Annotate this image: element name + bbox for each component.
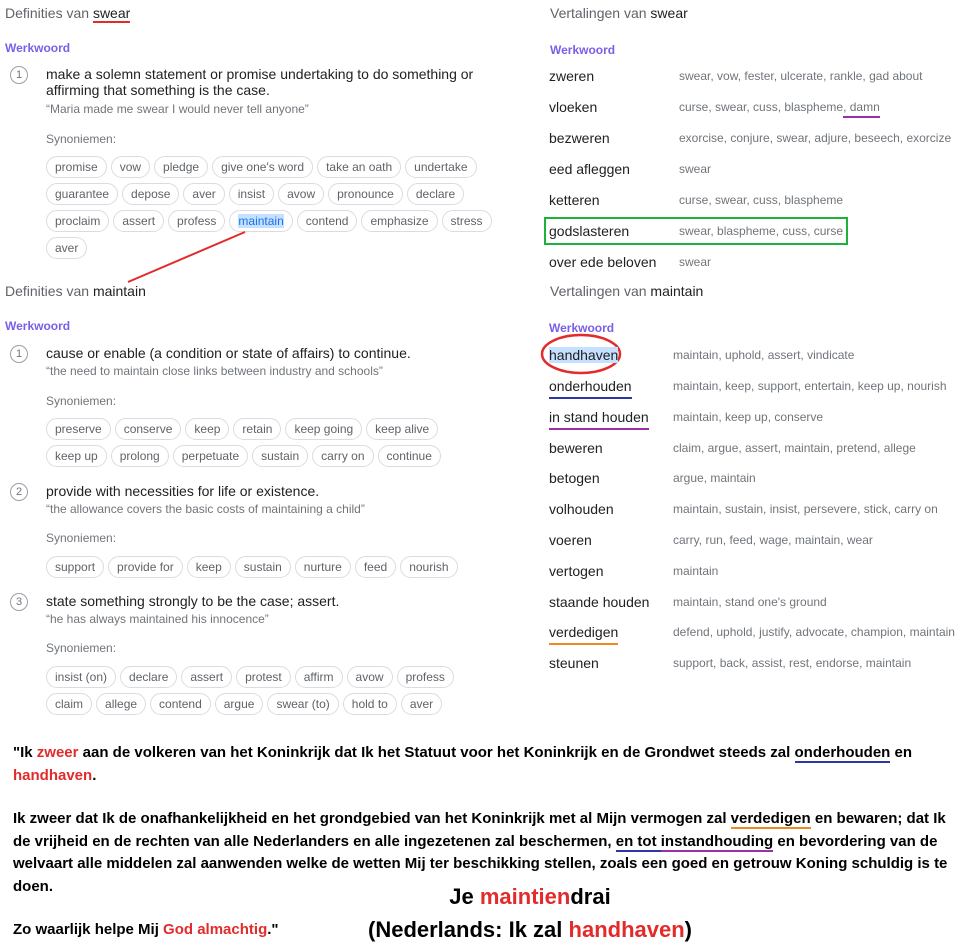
synonym-chip[interactable]: assert [181, 666, 232, 688]
translation-synonyms: defend, uphold, justify, advocate, champion, maintain [673, 625, 955, 639]
synonym-chip[interactable]: keep up [46, 445, 107, 467]
translation-word-handhaven-highlighted[interactable]: handhaven [549, 347, 619, 363]
definition-text: state something strongly to be the case; assert. [46, 593, 340, 609]
oath-text: ." [267, 921, 279, 938]
title-prefix: Definities van [5, 283, 90, 299]
part-of-speech-label: Werkwoord [5, 319, 71, 333]
translation-synonyms: curse, swear, cuss, blaspheme [679, 193, 844, 207]
definition-number: 3 [10, 593, 28, 611]
oath-text: en [890, 744, 913, 761]
synonym-chip[interactable]: emphasize [361, 210, 437, 232]
oath-text: aan de volkeren van het Koninkrijk dat Ik het Statuut voor het Koninkrijk en de Grondwet steeds zal [78, 744, 795, 761]
translation-word-verdedigen[interactable]: verdedigen [549, 624, 618, 645]
motto-text: drai [570, 884, 611, 909]
definition-number: 1 [10, 345, 28, 363]
synonym-chip[interactable]: feed [355, 556, 396, 578]
synonym-chip[interactable]: continue [378, 445, 441, 467]
translation-word[interactable]: betogen [549, 470, 600, 486]
oath-text: Ik zweer dat Ik de onafhankelijkheid en het grondgebied van het Koninkrijk met al Mijn vermogen zal [13, 810, 731, 827]
synonym-chips-maintain-3 [46, 666, 496, 715]
synonym-chip[interactable]: guarantee [46, 183, 118, 205]
synonym-chip[interactable]: keep alive [366, 418, 438, 440]
oath-highlight-zweer: zweer [36, 744, 79, 761]
synonym-chip[interactable]: insist (on) [46, 666, 116, 688]
translation-word[interactable]: steunen [549, 655, 599, 671]
synonym-chip[interactable]: allege [96, 693, 146, 715]
synonym-chip[interactable]: support [46, 556, 104, 578]
synonym-chip[interactable]: promise [46, 156, 107, 178]
translation-word[interactable]: ketteren [549, 192, 600, 208]
synonym-chip[interactable]: keep [185, 418, 229, 440]
synonym-chip[interactable]: depose [122, 183, 179, 205]
motto-line-1 [330, 884, 730, 910]
oath-underline-en-tot: en tot [615, 832, 661, 850]
title-prefix: Vertalingen van [550, 5, 647, 21]
definition-text: make a solemn statement or promise undertaking to do something or affirming that something is the case. [46, 66, 474, 98]
synonym-chip[interactable]: take an oath [317, 156, 401, 178]
translation-word[interactable]: staande houden [549, 594, 650, 610]
translation-word-in-stand-houden[interactable]: in stand houden [549, 409, 649, 430]
synonym-chip[interactable]: declare [120, 666, 177, 688]
synonym-chip[interactable]: conserve [115, 418, 182, 440]
synonym-chip[interactable]: hold to [343, 693, 397, 715]
oath-highlight-god-almachtig: God almachtig [163, 921, 268, 938]
synonym-chip[interactable]: provide for [108, 556, 183, 578]
translations-maintain-title [550, 283, 703, 299]
synonym-chip[interactable]: sustain [252, 445, 308, 467]
motto-text: (Nederlands: Ik zal [368, 917, 569, 942]
translation-word[interactable]: eed afleggen [549, 161, 630, 177]
oath-text: Zo waarlijk helpe Mij [13, 921, 164, 938]
oath-text: . [92, 766, 97, 784]
synonym-chip[interactable]: keep [187, 556, 231, 578]
synonym-chip[interactable]: avow [278, 183, 324, 205]
oath-paragraph-1 [13, 742, 953, 787]
synonym-chip[interactable]: aver [183, 183, 224, 205]
translation-word[interactable]: over ede beloven [549, 254, 657, 270]
motto-highlight-handhaven: handhaven [568, 917, 685, 942]
synonym-chips-maintain-2 [46, 556, 496, 578]
motto-line-2 [310, 917, 750, 943]
title-prefix: Vertalingen van [550, 283, 647, 299]
motto-text: ) [684, 917, 692, 942]
title-word: maintain [92, 283, 146, 299]
synonym-chip[interactable]: contend [297, 210, 358, 232]
translation-word[interactable]: bezweren [549, 130, 610, 146]
title-word: swear [92, 5, 131, 21]
translation-synonyms: carry, run, feed, wage, maintain, wear [673, 533, 873, 547]
oath-underline-instandhouding: instandhouding [660, 832, 774, 850]
synonym-chip[interactable]: aver [401, 693, 442, 715]
title-word: swear [650, 5, 688, 21]
oath-text: "Ik [13, 744, 37, 761]
synonym-chip[interactable]: assert [113, 210, 164, 232]
synonym-chip[interactable]: retain [233, 418, 281, 440]
synonym-chip[interactable]: aver [46, 237, 87, 259]
translation-word-godslasteren[interactable]: godslasteren [549, 223, 630, 239]
synonym-chip[interactable]: sustain [235, 556, 291, 578]
part-of-speech-label: Werkwoord [549, 321, 615, 335]
translation-word[interactable]: volhouden [549, 501, 614, 517]
oath-text: en bevordering van de welvaart alle middelen zal aanwenden welke de wetten Mij ter beschikking stellen, zoals een goed en getrouw Koning schuldig is te doen. [13, 832, 948, 895]
synonym-chip[interactable]: declare [407, 183, 464, 205]
synonym-chip[interactable]: perpetuate [173, 445, 248, 467]
translation-synonyms: maintain, uphold, assert, vindicate [673, 348, 855, 362]
synonym-chip[interactable]: keep going [285, 418, 362, 440]
synonyms-label: Synoniemen: [46, 394, 117, 408]
translation-synonyms: maintain, keep, support, entertain, keep up, nourish [673, 379, 947, 393]
part-of-speech-label: Werkwoord [5, 41, 71, 55]
synonym-chip[interactable]: carry on [312, 445, 373, 467]
translation-synonyms: maintain, stand one's ground [673, 595, 827, 609]
synonyms-label: Synoniemen: [46, 132, 117, 146]
definition-example: “he has always maintained his innocence” [46, 612, 269, 626]
synonym-chip[interactable]: avow [347, 666, 393, 688]
synonym-chip[interactable]: profess [397, 666, 454, 688]
translation-synonyms: swear [679, 255, 712, 269]
translation-synonyms: swear [679, 162, 712, 176]
synonym-chip[interactable]: protest [236, 666, 291, 688]
translation-synonyms: swear, vow, fester, ulcerate, rankle, gad about [679, 69, 923, 83]
title-prefix: Definities van [5, 5, 90, 21]
translation-synonyms: exorcise, conjure, swear, adjure, beseech, exorcize [679, 131, 952, 145]
title-word: maintain [650, 283, 704, 299]
translation-synonyms: swear, blaspheme, cuss, curse [679, 224, 844, 238]
part-of-speech-label: Werkwoord [550, 43, 616, 57]
synonym-chip[interactable]: vow [111, 156, 150, 178]
oath-underline-verdedigen: verdedigen [730, 810, 811, 827]
definition-text: cause or enable (a condition or state of affairs) to continue. [46, 345, 411, 361]
definition-example: “Maria made me swear I would never tell anyone” [46, 102, 309, 116]
motto-highlight-maintien: maintien [479, 884, 571, 909]
synonym-chip[interactable]: undertake [405, 156, 476, 178]
definition-number: 1 [10, 66, 28, 84]
synonym-chip[interactable]: profess [168, 210, 225, 232]
synonym-chip[interactable]: nourish [400, 556, 457, 578]
translation-synonyms: argue, maintain [673, 471, 756, 485]
synonyms-label: Synoniemen: [46, 641, 117, 655]
synonym-chip[interactable]: prolong [111, 445, 169, 467]
synonym-chip[interactable]: pledge [154, 156, 208, 178]
translation-word[interactable]: voeren [549, 532, 592, 548]
synonym-chip[interactable]: pronounce [328, 183, 403, 205]
translation-word-onderhouden[interactable]: onderhouden [549, 378, 632, 399]
synonym-chip[interactable]: claim [46, 693, 92, 715]
definition-example: “the allowance covers the basic costs of maintaining a child” [46, 502, 365, 516]
oath-highlight-handhaven: handhaven [13, 766, 93, 784]
translation-word[interactable]: zweren [549, 68, 595, 84]
synonyms-label: Synoniemen: [46, 531, 117, 545]
synonym-chip[interactable]: give one's word [212, 156, 313, 178]
synonym-chip[interactable]: affirm [295, 666, 343, 688]
synonym-chip[interactable]: nurture [295, 556, 351, 578]
translations-swear-title [550, 5, 688, 21]
definition-number: 2 [10, 483, 28, 501]
synonym-chip[interactable]: stress [442, 210, 492, 232]
translation-synonyms: maintain [673, 564, 719, 578]
synonym-chip[interactable]: contend [150, 693, 211, 715]
oath-paragraph-3 [13, 919, 279, 942]
definition-text: provide with necessities for life or existence. [46, 483, 320, 499]
translation-synonyms: curse, swear, cuss, blaspheme, damn [679, 100, 880, 114]
translation-word[interactable]: beweren [549, 440, 603, 456]
synonym-chip[interactable]: argue [215, 693, 264, 715]
definition-example: “the need to maintain close links between industry and schools” [46, 364, 383, 378]
red-connector-line [128, 232, 245, 282]
translation-synonyms: support, back, assist, rest, endorse, maintain [673, 656, 912, 670]
synonym-chip[interactable]: insist [229, 183, 274, 205]
synonym-chip[interactable]: swear (to) [267, 693, 338, 715]
motto-text: Je [449, 884, 480, 909]
definitions-maintain-title [5, 283, 146, 299]
synonym-chip[interactable]: proclaim [46, 210, 109, 232]
oath-underline-onderhouden: onderhouden [794, 744, 891, 761]
translation-word[interactable]: vloeken [549, 99, 598, 115]
synonym-chips-maintain-1 [46, 418, 496, 467]
oath-text: en bewaren; dat Ik de vrijheid en de rechten van alle Nederlanders en alle ingezetenen zal beschermen, [13, 810, 946, 850]
synonym-chip[interactable]: preserve [46, 418, 111, 440]
translation-synonyms: maintain, sustain, insist, persevere, stick, carry on [673, 502, 938, 516]
chip-text: maintain [238, 214, 284, 228]
translation-word[interactable]: vertogen [549, 563, 604, 579]
translation-synonyms: claim, argue, assert, maintain, pretend, allege [673, 441, 916, 455]
translation-synonyms: maintain, keep up, conserve [673, 410, 824, 424]
